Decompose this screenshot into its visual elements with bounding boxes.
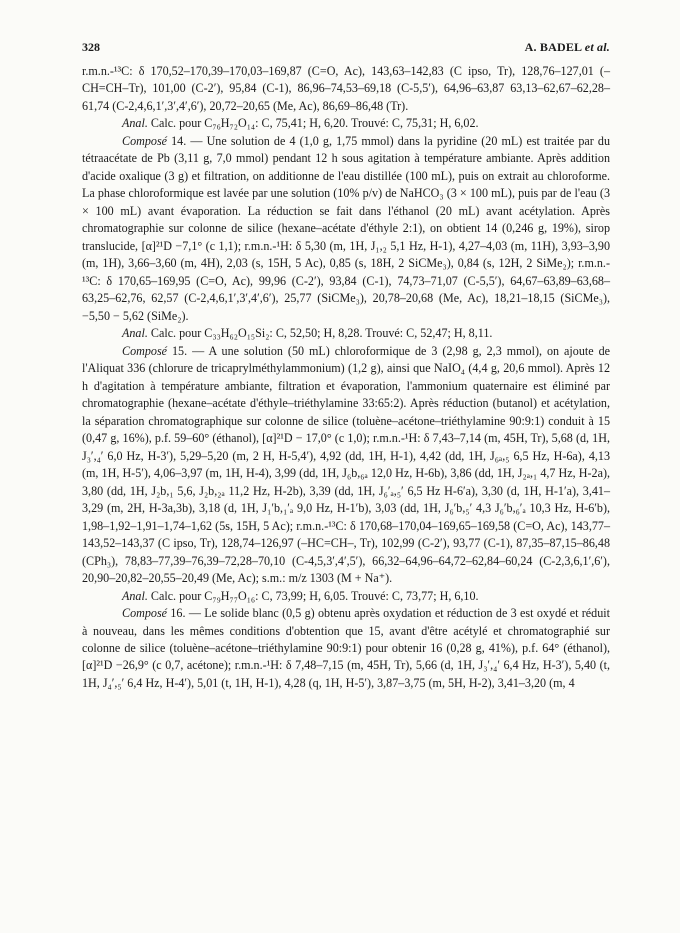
paragraph-text: 14. — Une solution de 4 (1,0 g, 1,75 mmol) dans la pyridine (20 mL) est traitée par du tétraacétate de Pb (3,11 g, 7,0 mmol) pendant 12 h sous agitation à température ambiante. Après addition d'acide oxalique (3 g) et filtration, on additionne de l'eau distillée (100 mL), puis on extrait au chloroforme. La phase chloroformique est lavée par une solution (10% p/v) de NaHCO₃ (3 × 100 mL), puis par de l'eau (3 × 100 mL) avant évaporation. La réduction se fait dans l'éthanol (20 mL) avant acétylation. Après chromatographie sur colonne de silice (hexane–acétate d'éthyle 2:1), on obtient 14 (0,246 g, 19%), sirop translucide, [α]²¹D −7,1° (c 1,1); r.m.n.-¹H: δ 5,30 (m, 1H, J₁,₂ 5,1 Hz, H-1), 4,27–4,03 (m, 11H), 3,93–3,90 (m, 1H), 3,66–3,60 (m, 4H), 2,03 (s, 15H, 5 Ac), 0,85 (s, 18H, 2 SiCMe₃), 0,84 (s, 12H, 2 SiMe₂); r.m.n.-¹³C: δ 170,65–169,95 (C=O, Ac), 99,96 (C-2′), 93,84 (C-1), 74,73–71,07 (C-5,5′), 64,67–63,89–63,68–63,25–62,76, 62,57 (C-2,4,6,1′,3′,4′,6′), 25,77 (SiCMe₃), 20,78–20,68 (Me, Ac), 18,21–18,15 (SiCMe₃), −5,50 − 5,62 (SiMe₂). [82,133,610,323]
paragraph-lead: Composé [122,606,168,621]
paragraph-text: Calc. pour C₃₃H₆₂O₁₅Si₂: C, 52,50; H, 8,28. Trouvé: C, 52,47; H, 8,11. [147,326,493,341]
running-head [525,40,610,55]
compound-16-paragraph [82,605,610,692]
running-head-author: A. BADEL [524,40,582,54]
analysis-paragraph [82,115,610,132]
paragraph-lead: Composé [122,133,168,148]
analysis-paragraph [82,588,610,605]
paragraph-text: r.m.n.-¹³C: δ 170,52–170,39–170,03–169,87 (C=O, Ac), 143,63–142,83 (C ipso, Tr), 128,76–127,01 (–CH=CH–Tr), 101,00 (C-2′), 95,84 (C-1), 86,96–74,53–69,18 (C-5,5′), 64,96–63,87 63,13–62,67–62,28–61,74 (C-2,4,6,1′,3′,4′,6′), 20,72–20,65 (Me, Ac), 86,69–86,48 (Tr). [82,64,610,113]
page-body [82,63,610,692]
paragraph-text: 16. — Le solide blanc (0,5 g) obtenu après oxydation et réduction de 3 est oxydé et réduit à nouveau, dans les mêmes conditions d'obtention que 15, avant d'être acétylé et chromatographié sur colonne de silice (toluène–acétone–triéthylamine 90:9:1) pour obtenir 16 (0,28 g, 41%), p.f. 64° (éthanol), [α]²¹D −26,9° (c 0,7, acétone); r.m.n.-¹H: δ 7,48–7,15 (m, 45H, Tr), 5,66 (d, 1H, J₃′,₄′ 6,4 Hz, H-3′), 5,40 (t, 1H, J₄′,₅′ 6,4 Hz, H-4′), 5,01 (t, 1H, H-1), 4,28 (q, 1H, H-5′), 3,87–3,75 (m, 5H, H-2), 3,41–3,20 (m, 4 [82,606,610,690]
paragraph-lead: Anal. [122,326,148,341]
paragraph-lead: Anal. [122,588,148,603]
compound-15-paragraph [82,343,610,588]
carbon-nmr-continuation [82,63,610,115]
running-head-etal: et al. [584,40,610,54]
paragraph-text: 15. — A une solution (50 mL) chloroformique de 3 (2,98 g, 2,3 mmol), on ajoute de l'Aliquat 336 (chlorure de tricaprylméthylammonium) (1,2 g), ainsi que NaIO₄ (4,4 g, 20,6 mmol). Après 12 h d'agitation à température ambiante, filtration et évaporation, l'ammonium quaternaire est éliminé par chromatographie (hexane–acétate d'éthyle–triéthylamine 33:65:2). Après réduction (butanol) et acétylation, la séparation chromatographique sur colonne de silice (toluène–acétone–triéthylamine 90:9:1) conduit à 15 (0,47 g, 16%), p.f. 59–60° (éthanol), [α]²¹D − 17,0° (c 1,0); r.m.n.-¹H: δ 7,43–7,14 (m, 45H, Tr), 5,68 (d, 1H, J₃′,₄′ 6,0 Hz, H-3′), 5,29–5,20 (m, 2 H, H-5,4′), 4,92 (dd, 1H, H-1), 4,42 (dd, 1H, J₆ₐ,₅ 6,5 Hz, H-6a), 4,13 (m, 1H, H-5′), 4,06–3,97 (m, 1H, H-4), 3,99 (dd, 1H, J₆b,₆ₐ 12,0 Hz, H-6b), 3,86 (dd, 1H, J₂ₐ,₁ 4,7 Hz, H-2a), 3,80 (dd, 1H, J₂b,₁ 5,6, J₂b,₂ₐ 11,2 Hz, H-2b), 3,39 (dd, 1H, J₆′ₐ,₅′ 6,5 Hz H-6′a), 3,30 (d, 1H, H-1′a), 3,41–3,29 (m, 2H, H-3a,3b), 3,18 (d, 1H, J₁′b,₁′ₐ 9,0 Hz, H-1′b), 3,03 (dd, 1H, J₆′b,₅′ 4,3 J₆′b,₆′ₐ 10,3 Hz, H-6′b), 1,98–1,92–1,91–1,74–1,62 (5s, 15H, 5 Ac); r.m.n.-¹³C: δ 170,68–170,04–169,65–169,58 (C=O, Ac), 143,77–143,52–143,37 (C ipso, Tr), 128,74–126,97 (–HC=CH–, Tr), 102,99 (C-2′), 93,77 (C-1), 87,35–87,15–86,48 (CPh₃), 78,83–77,39–76,39–72,28–70,10 (C-4,5,3′,4′,5′), 66,32–64,96–64,72–62,84–60,24 (C-2,3,6,1′,6′), 20,90–20,82–20,55–20,49 (Me, Ac); s.m.: m/z 1303 (M + Na⁺). [82,343,610,586]
analysis-paragraph [82,325,610,342]
compound-14-paragraph [82,133,610,325]
page-number: 328 [82,40,100,54]
paragraph-lead: Anal. [122,116,148,131]
page-header [82,40,610,56]
paragraph-text: Calc. pour C₇₉H₇₇O₁₆: C, 73,99; H, 6,05. Trouvé: C, 73,77; H, 6,10. [147,588,479,603]
paragraph-text: Calc. pour C₇₆H₇₂O₁₄: C, 75,41; H, 6,20. Trouvé: C, 75,31; H, 6,02. [147,116,479,131]
paragraph-lead: Composé [122,343,168,358]
